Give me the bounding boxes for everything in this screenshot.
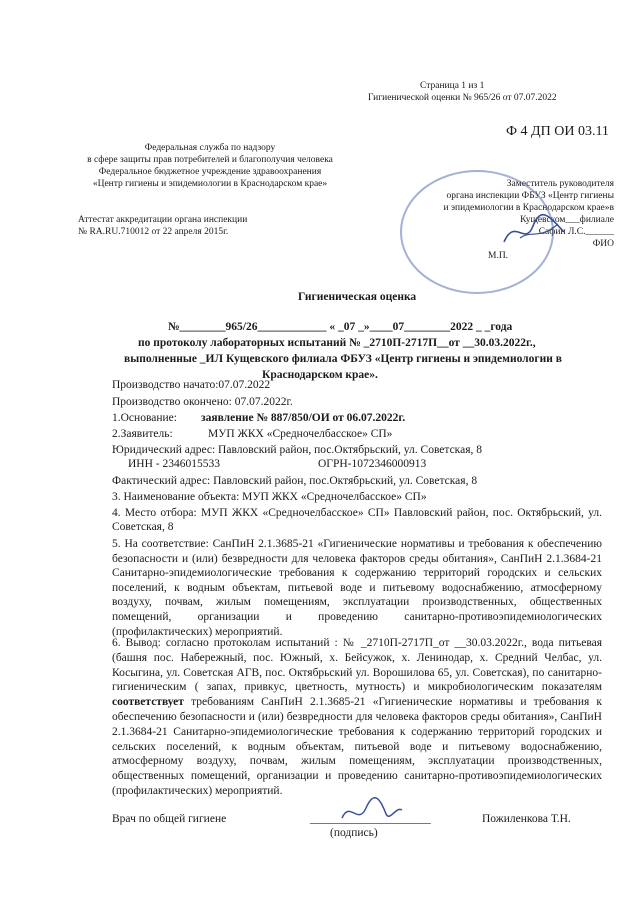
performed-line-2: Краснодарском крае».: [262, 369, 378, 381]
organization-block: [60, 142, 360, 190]
approval-line: органа инспекции ФБУЗ «Центр гигиены: [446, 191, 614, 201]
legal-address: Юридический адрес: Павловский район, пос.Октябрьский, ул. Советская, 8: [112, 444, 482, 456]
approval-line: Кущевском___филиале: [520, 215, 614, 225]
page-counter: Страница 1 из 1: [420, 81, 485, 91]
signature-line: _____________________: [310, 813, 431, 825]
protocol-line: по протоколу лабораторных испытаний № _2710П-2717П__от __30.03.2022г.,: [138, 337, 536, 349]
approval-line: и эпидемиологии в Краснодарском крае»в: [443, 203, 614, 213]
org-line: Федеральное бюджетное учреждение здравоохранения: [98, 167, 322, 177]
applicant-label: 2.Заявитель:: [112, 428, 173, 440]
doctor-signature: [336, 796, 406, 830]
accreditation-line: № RA.RU.710012 от 22 апреля 2015г.: [78, 227, 229, 237]
approval-line: ФИО: [592, 239, 614, 249]
signatory-name: Пожиленкова Т.Н.: [482, 813, 571, 825]
approval-line: Сафин Л.С.______: [538, 227, 614, 237]
conclusion-text-continued: требованиям СанПиН 2.1.3685-21 «Гигиенические нормативы и требования к обеспечению безопасности и (или) безвредности для человека факторов среды обитания», СанПиН 2.1.3684-21 Санитарно-эпидемиологические требования к содержанию территорий городских и сельских поселений, к водным объектам, питьевой воде и питьевому водоснабжению, атмосферному воздуху, почвам, жилым помещениям, эксплуатации производственных, общественных помещений, организации и проведению санитарно-противоэпидемиологических (профилактических) мероприятий.: [112, 696, 603, 797]
seal-place-label: М.П.: [488, 251, 509, 261]
ogrn: ОГРН-1072346000913: [318, 458, 427, 470]
signatory-role: Врач по общей гигиене: [112, 813, 227, 825]
approval-line: Заместитель руководителя: [506, 179, 614, 189]
document-title: Гигиеническая оценка: [298, 291, 417, 303]
org-line: «Центр гигиены и эпидемиологии в Краснодарском крае»: [92, 179, 328, 189]
org-line: Федеральная служба по надзору: [144, 143, 276, 153]
conclusion-text: 6. Вывод: согласно протоколам испытаний : № _2710П-2717П_от __30.03.2022г., вода питьевая (башня пос. Набережный, пос. Южный, х. Бейсужок, х. Ленинодар, х. Средний Челбас, ул. Косыгина, ул. Советская АГВ, пос. Октябрьский ул. Ворошилова 65, ул. Советская), по санитарно-гигиеническим ( запах, привкус, цветность, мутность) и микробиологическим показателям: [112, 637, 602, 694]
actual-address: Фактический адрес: Павловский район, пос.Октябрьский, ул. Советская, 8: [112, 475, 478, 487]
object-name: 3. Наименование объекта: МУП ЖКХ «Средночелбасское» СП»: [112, 491, 427, 503]
signature-caption: (подпись): [330, 827, 378, 839]
basis-label: 1.Основание:: [112, 412, 177, 424]
org-line: в сфере защиты прав потребителей и благополучия человека: [87, 155, 333, 165]
conclusion-section: [112, 636, 602, 799]
accreditation-block: [78, 214, 247, 238]
document-reference: Гигиенической оценки № 965/26 от 07.07.2022: [368, 93, 557, 103]
approval-signature: [500, 212, 570, 252]
sampling-place: 4. Место отбора: МУП ЖКХ «Средночелбасское» СП» Павловский район, пос. Октябрьский, ул. Советская, 8: [112, 507, 602, 533]
applicant-value: МУП ЖКХ «Средночелбасское» СП»: [208, 428, 393, 440]
accreditation-line: Аттестат аккредитации органа инспекции: [78, 215, 248, 225]
production-end: Производство окончено: 07.07.2022г.: [112, 396, 293, 408]
performed-line: выполненные _ИЛ Кущевского филиала ФБУЗ «Центр гигиены и эпидемиологии в: [124, 353, 562, 365]
conformity-section: 5. На соответствие: СанПиН 2.1.3685-21 «Гигиенические нормативы и требования к обеспечению безопасности и (или) безвредности для человека факторов среды обитания», СанПиН 2.1.3684-21 Санитарно-эпидемиологические требования к содержанию территорий городских и сельских поселений, к водным объектам, питьевой воде и питьевому водоснабжению, атмосферному воздуху, почвам, жилым помещениям, эксплуатации производственных, общественных помещений, организации и проведению санитарно-противоэпидемиологических (профилактических) мероприятий.: [112, 538, 602, 638]
inn: ИНН - 2346015533: [128, 458, 220, 470]
basis-value: заявление № 887/850/ОИ от 06.07.2022г.: [201, 412, 406, 424]
production-start: Производство начато:07.07.2022: [112, 379, 271, 391]
form-code: Ф 4 ДП ОИ 03.11: [506, 124, 609, 139]
assessment-number-line: №________965/26____________ « _07 _»____07________2022 _ _года: [168, 321, 513, 333]
conclusion-verdict: соответствует: [112, 696, 184, 709]
